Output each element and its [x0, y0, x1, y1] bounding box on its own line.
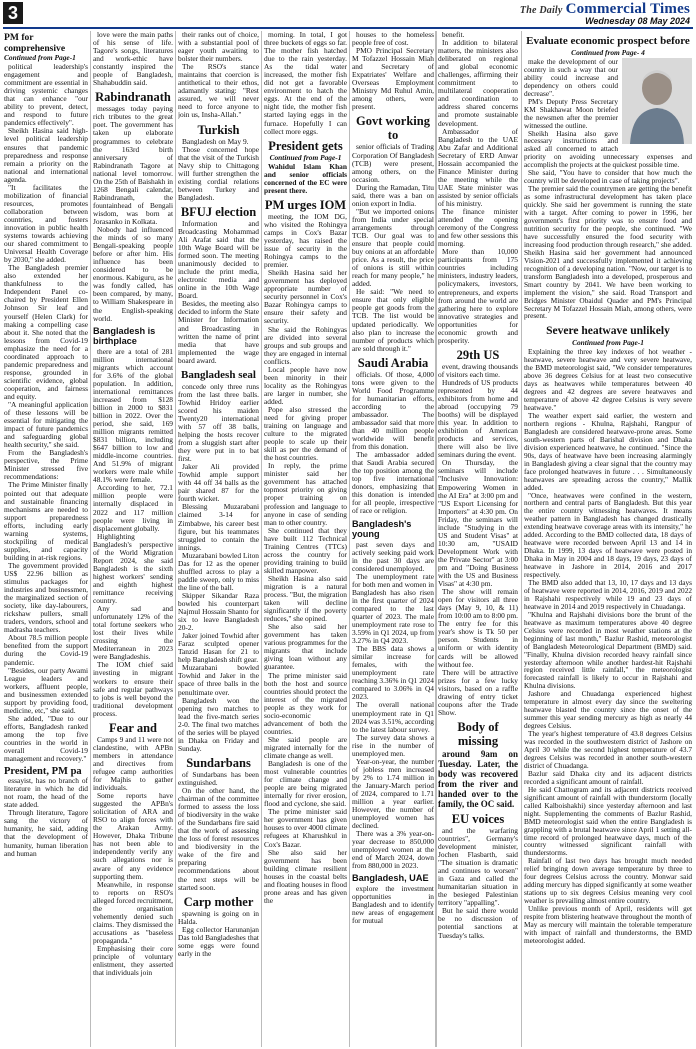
paragraph: Blessing Muzarabani claimed 3-14 for Zimbabwe, his career best figure, but his teammates struggled to contain the innings.	[178, 502, 259, 552]
paragraph: The government provided US$ 22.96 billion as stimulus packages for industries and businessmen, the marginalized section of society, like day-labourers, rickshaw pullers, small traders, vendors, school and madrasha teachers.	[4, 560, 88, 635]
article-body	[352, 143, 434, 352]
paragraph: officials. Of those, 4,000 tons were given to the World Food Programme for humanitarian efforts, according to the ambassador. The ambassador said that more than 40 million people worldwide will benefit from this donation.	[352, 369, 434, 452]
article-body	[352, 371, 434, 516]
paragraph: During the Ramadan, Titu said, there was a ban on onion export in India.	[352, 182, 434, 208]
paragraph: The prime minister said both the host and source countries should protect the interest of the migrated people as they work for socio-economic advancement of both the countries.	[264, 670, 347, 736]
paragraph: The Bangladesh premier also extended her thankfulness to the Independent Panel co-chaired by President Ellen Johnson Sir leaf and yourself (Helen Clark) for making a compelling case about it. She noted that the lessons from Covid-19 emphasize the need for a coordinated approach to pandemic preparedness and response, grounded in scientific evidence, global cooperation, and fairness and equity.	[4, 263, 88, 401]
column-4	[264, 31, 347, 1047]
paragraph: Meanwhile, in response to reports on RSO's alleged forced recruitment, the organisation vehemently denied such claims. They dismissed the accusations as "baseless propaganda."	[93, 879, 173, 945]
paragraph: Sheikh Hasina also gave necessary instructions and asked all concerned to attach priority on avoiding unnecessary expenses and accomplish the projects at the quickest possible time.	[524, 128, 692, 170]
paragraph: Bazlur said Dhaka city and its adjacent districts recorded a significant amount of rainfall.	[524, 768, 692, 786]
paragraph: "Besides, our party Awami League leaders and workers, affluent people, and businessmen extended support by providing food, medicine, etc," she said.	[4, 665, 88, 715]
paragraph: morning. In total, I got three buckets of eggs so far. The mother fish hatched due to the rain yesterday. As the tidal water increased, the mother fish did not get a favorable environment to hatch the eggs. At the end of the night tide, the mother fish started laying eggs in the furnace. Hopefully I can collect more eggs.	[264, 31, 347, 136]
article-body	[178, 383, 259, 753]
article-body	[93, 105, 173, 322]
paragraph: Sheikh Hasina said high-level political leadership ensures that pandemic preparedness and response remain a priority on the national and international agenda.	[4, 126, 88, 184]
masthead	[0, 0, 696, 26]
paragraph: According to her, 72.1 million people were internally displaced in 2022 and 117 million people were living in displacement globally.	[93, 483, 173, 533]
column-3	[178, 31, 259, 1047]
headline-fear-and: Fear and	[108, 720, 158, 735]
paragraph: "A meaningful application of these lessons will be essential for mitigating the impact of future pandemics and safeguarding global health security," she said.	[4, 400, 88, 450]
paragraph: But he said there would be no discussion of potential sanctions at Tuesday's talks.	[438, 906, 518, 940]
article-body	[524, 348, 692, 944]
paragraph: PMO Principal Secretary M Tofazzel Hossain Miah and Secretary of Expatriates' Welfare and Overseas Employment Ministry Md Ruhul Amin, among others, were present.	[352, 46, 434, 112]
paragraph: He said Chattogram and its adjacent districts received significant amount of rainfall with thunderstorm (locally called Kalboishakhi) since yesterday afternoon and last night. Supplementing the comments of Bazlur Rashid, BMD meteorologist said when the entire Bangladesh is grappling with a brutal heatwave since April 1 setting all-time record of prolonged heatwave days, much of the country witnessed significant rainfall with thunderstorms.	[524, 784, 692, 858]
paragraph: Those concerned hope that the visit of the Turkish Navy ship to Chittagong will further strengthen the existing cordial relations between Turkey and Bangladesh.	[178, 144, 259, 202]
article-body	[178, 31, 259, 120]
paragraph: She said, "You have to consider that how much the country will be developed in case of taking projects".	[524, 168, 692, 186]
paragraph: Ambassador of Bangladesh to the UAE Abu Zafar and Additional Secretary of ERD Anwar Hossain accompanied the Finance Minister during the meeting while the UAE State minister was assisted by senior officials of his ministry.	[438, 126, 518, 208]
paragraph: "Khulna and Rajshahi divisions bore the brunt of the heatwave as maximum temperatures above 40 degree Celsius were recorded in most weather stations at the beginning of last month," Bazlur Rashid, meteorologist of Bangladesh Meteorological Department (BMD) said. "Finally, Khulna division recorded heavy rainfall since yesterday afternoon while another hardest-hit Rajshahi region received little rainfall," the meteorologist forecasted rainfall is likely to occur in Rajshahi and Khulna divisions.	[524, 609, 692, 691]
paragraph: Rainfall of last two days has brought much needed relief bringing down average temperature by three to four degrees Celsius across the country. Monwar said adding mercury has dipped significantly at some weather stations up to six degrees Celsius meaning very cool weather is prevailing almost entire country.	[524, 856, 692, 906]
headline-president-pm: President, PM pa	[4, 766, 82, 778]
article-body	[264, 213, 347, 905]
paragraph: benefit.	[442, 31, 465, 39]
continued-label: Continued from Page-1	[572, 338, 644, 348]
headline-president-gets: President gets	[268, 138, 343, 153]
column-divider	[521, 31, 522, 1047]
paragraph: Unlike previous month of April, residents will get respite from blistering heatwave throughout the month of May as mercury will maintain the tolerable temperature with impact of rainfall and thunderstorms, the BMD meteorologist added.	[524, 904, 692, 945]
paragraph: From the Bangladesh's perspective, the Prime Minister stressed five recommendations:	[4, 448, 88, 482]
paragraph: She continued that they have built 112 Technical Training Centres (TTCs) across the country for providing training to build skilled manpower.	[264, 525, 347, 575]
article-body	[93, 736, 173, 977]
article-body	[264, 31, 347, 136]
paragraph: Any sad and unfortunately 12% of the total fortune seekers who lost their lives while crossing the Mediterranean in 2023 were Bangladeshis.	[93, 604, 173, 662]
paragraph: Egg collector Harunanjan Das told Bangladeshes that some eggs were found early in the	[178, 924, 259, 958]
headline-eu-voices: EU voices	[451, 811, 505, 826]
paragraph: Jaker Ali provided Towhid ample support with 44 off 34 balls as the pair shared 87 for the fourth wicket.	[178, 462, 259, 504]
paragraph: The overall national unemployment rate in Q1 2024 was 3.51%, according to the latest labour survey.	[352, 700, 434, 734]
article-body	[352, 541, 434, 871]
paragraph: Information and Broadcasting Mohammad Ali Arafat said that the 10th Wage Board will be formed soon. The meeting unanimously decided to include the print media, electronic media and online in the 10th Wage Board.	[178, 218, 259, 301]
headline-carp-mother: Carp mother	[183, 894, 254, 909]
paragraph: Emphasising their core principle of voluntary enlistment, they asserted that individuals join	[93, 943, 173, 978]
column-divider	[349, 31, 350, 1047]
paragraph: senior officials of Trading Corporation Of Bangladesh (TCB) were present, among others, on the occasion.	[352, 142, 434, 184]
column-1	[4, 31, 88, 1047]
paragraph: "It facilitates the mobilization of financial resources, promotes collaboration between countries, and fosters innovation in public health systems towards achieving our shared commitment to Universal Health Coverage by 2030," she added.	[4, 182, 88, 265]
column-6	[524, 31, 692, 945]
paragraph: there are a total of 281 million international migrants which account for 3.6% of the global population. In addition, international remittances increased from $128 billion in 2000 to $831 billion in 2022. Over the period, she said, 169 million migrants remitted $831 billion, including $647 billion to low and middle-income countries. And 51.9% of migrant workers were male while 48.1% were female.	[93, 346, 173, 485]
paragraph: Bangladesh is one of the most vulnerable countries for climate change and people are being migrated internally for river erosion, flood and cyclone, she said.	[264, 759, 347, 809]
paragraph: Sheikh Hasina also said migration is a natural process. "But, the migration taken will decline significantly if the poverty reduces," she opined.	[264, 573, 347, 624]
headline-bfuj-election: BFUJ election	[180, 204, 257, 219]
paragraph: The weather expert said earlier, the western and northern regions - Khulna, Rajshahi, Rangpur of Bangladesh are considered heatwave-prone areas. Some south-western parts of Barishal division and Dhaka division experienced heatwave, he continued. "Since the 90s, days of heatwave have been increasing alarmingly in Bangladesh giving a clear signal that the country may face prolonged heatwaves in future . . . Simultaneously heatwaves are spreading across the country," Mallik added.	[524, 410, 692, 492]
column-divider	[436, 31, 437, 1047]
page-number: 3	[3, 2, 23, 24]
paragraph: Local people have now been minority in their locality as the Rohingyas are larger in number, she added.	[264, 364, 347, 406]
article-body	[178, 138, 259, 202]
headline-rabindranath: Rabindranath	[95, 90, 171, 105]
paragraph: messages today paying rich tributes to the great poet. The government has taken up elaborate programmes to celebrate the 163rd birth anniversary of Rabindranath Tagore at national level tomorrow. On the 25th of Baishakh in 1268 Bengali calendar, Rabindranath, the fountainhead of Bengali wisdom, was born at Jorasanko in Kolkata.	[93, 104, 173, 226]
paragraph: The IOM chief said investing in migrant workers to ensure their safe and regular pathways to jobs is well beyond the traditional development process.	[93, 660, 173, 718]
article-body	[352, 885, 434, 925]
paragraph: On the other hand, the chairman of the committee formed to assess the loss of biodiversity in the wake of the Sundarbans fire said that the work of assessing the loss of forest resources and biodiversity in the wake of the fire and preparing recommendations about the next steps will be started soon.	[178, 785, 259, 892]
paragraph: Bangladesh on May 9.	[182, 136, 249, 146]
paragraph: Jaker joined Towhid after Faraz sculpted opener Tanzid Hasan for 21 to help Bangladesh shift gear.	[178, 631, 259, 665]
paragraph: Bangladesh won the opening two matches to lead the five-match series 2-0. The final two matches of the series will be played in Dhaka on Friday and Sunday.	[178, 695, 259, 753]
continued-label: Continued from Page-1	[269, 152, 342, 162]
paragraph: He said: "We need to ensure that only eligible people get goods from the TCB. The list would be updated periodically. We also plan to increase the number of products which are sold through it."	[352, 287, 434, 353]
paragraph: There was a 3% year-on-year decrease to 850,000 unemployed women at the end of March 2024, down from 880,000 in 2023.	[352, 829, 434, 871]
paragraph: "Once, heatwaves were confined in the western, northern and central parts of Bangladesh. But this year the entire country witnessing heatwaves. It means weather pattern in Bangladesh has changed drastically extending heatwave coverage areas with its intensity," he added. According to the BMD collected data, 18 days of heatwave were recorded between April 13 and 14 in Dhaka. In 1999, 13 days of heatwave were posted in Dhaka in May in 2004 and 18 days, 19 days, 23 days of heatwave in Jashore in 2014, 2016 and 2017 respectively.	[524, 490, 692, 580]
paragraph: The Prime Minister finally pointed out that adequate and sustainable financing mechanisms are needed to support preparedness efforts, including early warning systems, stockpiling of medical supplies, and capacity building in at-risk regions.	[4, 480, 88, 562]
brand-prefix: The Daily	[519, 5, 563, 16]
paragraph: There will be attractive prizes for a few lucky visitors, based on a raffle drawing of entry ticket coupons after the Trade Show.	[438, 667, 518, 717]
headline-bangladesh-young: Bangladesh's young	[352, 518, 412, 540]
paragraph: "But we imported onions from India under special arrangements through TCB. Our goal was to ensure that people could buy onions at an affordable price. As a result, the price of onions is still within reach for many people," he added.	[352, 206, 434, 289]
headline-pm-urges-iom: PM urges IOM	[264, 197, 347, 212]
paragraph: Some reports have suggested the APBn's solicitation of ARA and RSO to align forces with the Arakan Army. However, Dhaka Tribune has not been able to independently verify any such allegations nor is aware of any evidence supporting them.	[93, 791, 173, 881]
article-body	[438, 827, 518, 940]
headline-29th-us: 29th US	[456, 347, 500, 362]
paragraph: make the development of our country in such a way that our ability could increase and dependency on others could decrease".	[524, 56, 618, 98]
paragraph: She added, "Due to our efforts, Bangladesh ranked among the top five countries in the world in overall Covid-19 management and recovery."	[4, 713, 88, 764]
paragraph: Highlighting Bangladesh's perspective of the World Migration Report 2024, she said Bangladesh is the sixth highest workers' sending and eighth highest remittance receiving country.	[93, 531, 173, 606]
paragraph: She also said her government has taken various programmes for the migrants that include giving loan without any guarantee.	[264, 622, 347, 672]
paragraph: Skipper Sikandar Raza bowled his counterpart Najmul Hossain Shanto for six to leave Bangladesh 20-2.	[178, 590, 259, 633]
paragraph: essayist, has no branch of literature in which he did not roam, the head of the state added.	[4, 776, 88, 810]
issue-date: Wednesday 08 May 2024	[585, 16, 690, 26]
brand	[520, 1, 690, 26]
article-lead: Wahidul Islam Khan and senior officials concerned of the EC were present there.	[264, 161, 347, 195]
paragraph: love were the main paths of his sense of life. Tagore's songs, literatures and work-ethic have constantly inspired the people of Bangladesh, Shahabuddin said.	[93, 31, 173, 88]
continued-label: Continued from Page- 4	[571, 48, 645, 57]
paragraph: meeting, the IOM DG, who visited the Rohingya camps in Cox's Bazar yesterday, has raised the issue of security in the Rohingya camps to the premier.	[264, 211, 347, 270]
paragraph: She also said her government has been building climate resilient houses in the coastal belts and floating houses in flood prone areas and has given the	[264, 847, 347, 905]
paragraph: Hundreds of US products represented by 44 exhibitors from home and abroad (occupying 79 booths) will be displayed this year. In addition to exhibition of American products and services, there will also be live seminars during the event.	[438, 377, 518, 460]
article-body	[178, 910, 259, 958]
paragraph: and the warfaring countries", Germany's development minister, Jochen Flasbarth, said "The situation is dramatic and continues to worsen" in Gaza and called the humanitarian situation in the besieged Palestinian territory "appalling".	[438, 825, 518, 908]
article-body	[4, 63, 88, 763]
paragraph: Jashore and Chuadanga experienced highest temperature in almost every day since the sweltering heatwave blasted the country since the onset of the summer this year sending mercury as high as nearly 44 degrees Celsius.	[524, 689, 692, 731]
continued-label: Continued from Page-1	[4, 53, 76, 62]
headline-saudi-arabia: Saudi Arabia	[357, 355, 429, 370]
paragraph: Camps 9 and 11 were not clandestine, with APBn members in attendance and directives from refugee camp authorities for Majhis to gather individuals.	[93, 734, 173, 793]
headline-body-of-missing: Body of missing	[457, 719, 499, 748]
paragraph: In reply, the prime minister said her government has attached topmost priority on giving proper training on profession and language to anyone in case of sending man to other country.	[264, 461, 347, 527]
paragraph: The unemployment rate for both men and women in Bangladesh has also risen in the first quarter of 2024 compared to the last quarter of 2023. The male unemployment rate rose to 3.59% in Q1 2024, up from 3.27% in Q4 2023.	[352, 571, 434, 646]
paragraph: PM's Deputy Press Secretary KM Shakhawat Moon briefed the newsmen after the premier witnessed the outline.	[524, 96, 618, 130]
article-lead: around 9am on Tuesday. Later, the body was recovered from the river and handed over to the family, the OC said.	[438, 748, 518, 809]
paragraph: The BMD also added that 13, 10, 17 days and 13 days of heatwave were reported in 2014, 2016, 2019 and 2022 in Rajshahi respectively while 19 and 23 days of heatwave in 2014 and 2019 respectively in Chuadanga.	[524, 578, 692, 611]
article-body	[178, 771, 259, 892]
paragraph: The BBS data shows a similar increase for females, with the unemployment rate reaching 3.36% in Q1 2024 compared to 3.06% in Q4 2023.	[352, 644, 434, 702]
headline-govt-working: Govt working to	[356, 114, 430, 143]
article-body	[4, 777, 88, 857]
paragraph: Besides, the meeting also decided to inform the State Minister for Information and Broadcasting in written the name of print media that have implemented the wage board award.	[178, 299, 259, 365]
article-body	[93, 31, 173, 87]
paragraph: More than 10,000 participants from 175 countries including ministers, industry leaders, policymakers, investors, entrepreneurs, and experts from around the world are gathering here to explore innovative strategies and opportunities for economic growth and prosperity.	[438, 247, 518, 345]
paragraph: Muzarabani bowled Liton Das for 12 as the opener shuffled across to play a paddle sweep, only to miss the line of the ball.	[178, 550, 259, 592]
headline-bangladesh-birthplace: Bangladesh is birthplace	[93, 325, 156, 347]
article-body	[178, 220, 259, 365]
paragraph: About 78.5 million people benefited from the support during the Covid-19 pandemic.	[4, 633, 88, 667]
article-body	[93, 348, 173, 718]
paragraph: The finance minister attended the opening ceremony of the Congress and few other sessions this morning.	[438, 207, 518, 249]
paragraph: Explaining the three key indexes of hot weather - heatwave, severe heatwave and very severe heatwave, the BMD meteorologist said, "We consider temperatures above 36 degrees Celsius for at least two consecutive days as heatwaves while temperatures between 40 degrees and 42 degrees are severe heatwaves and temperature of above 42 degree Celsius is very severe heatwave."	[524, 347, 692, 413]
brand-name: Commercial Times	[565, 1, 690, 17]
paragraph: The show will remain open for visitors all three days (May 9, 10, & 11) from 10:00 am to 8:00 pm. The entry fee for this year's show is Tk 50 per person. Students in uniform or with identity cards will be allowed without fee.	[438, 587, 518, 669]
paragraph: The ambassador added that Saudi Arabia secured the top position among the top five international donors, emphasizing that this donation is intended for all people, irrespective of race or religion.	[352, 450, 434, 516]
paragraph: their ranks out of choice, with a substantial pool of eager youth awaiting to bolster their numbers.	[178, 31, 259, 64]
column-5a	[352, 31, 434, 925]
headline-sundarbans: Sundarbans	[186, 755, 251, 770]
paragraph: Pope also stressed the need for giving proper training on language and culture to the migrated people to scale up their skill as per the demand of the host countries.	[264, 404, 347, 463]
headline-pm-comprehensive: PM for comprehensive	[4, 32, 66, 54]
article-body	[438, 363, 518, 717]
paragraph: Nobody had influenced the minds of so many Bengali-speaking people before or after him. His influence has been considered to be enormous. Kabiguru, as he was fondly called, has been compared, by many, to William Shakespeare in the English-speaking world.	[93, 225, 173, 323]
paragraph: The prime minister said her government has given houses to over 4000 climate refugees at Kharushkul in Cox's Bazar.	[264, 807, 347, 849]
paragraph: She said the Rohingyas are divided into several groups and sub groups and they are engaged in internal conflicts.	[264, 324, 347, 366]
paragraph: The RSO's stance maintains that coercion is antithetical to their ethos, adamantly stating: "Rest assured, we will never need to force anyone to join us, Insha-Allah."	[178, 62, 259, 120]
paragraph: In addition to bilateral matters, the ministers also deliberated on regional and global economic challenges, affirming their commitment to multilateral cooperation and coordination to address shared concerns and promote sustainable development.	[438, 38, 518, 128]
article-body	[438, 31, 518, 345]
paragraph: On Thursday, the seminars will include "Inclusive Innovation: Empowering Women in the AI Era" at 3:00 pm and "US Export Licensing for Importers" at 4:30 pm. On Friday, the seminars will include "Studying in the US and Student Visas" at 10:30 am, "USAID Development Work with the Private Sector" at 3:00 pm and "Doing Business with the US and Business Visas" at 4:30 pm.	[438, 458, 518, 589]
paragraph: political leadership's engagement and commitment are essential in driving systemic changes that can enhance "our ability to prevent, detect, and respond to future pandemics effectively".	[4, 62, 88, 128]
paragraph: She said people are migrated internally for the climate change as well.	[264, 734, 347, 760]
article-body	[352, 31, 434, 111]
paragraph: houses to the homeless people free of cost.	[352, 31, 434, 48]
paragraph: Year-on-year, the number of jobless men increased by 2% to 1.74 million in the January-March period of 2024, compared to 1.71 million a year earlier. However, the number of unemployed women has declined.	[352, 756, 434, 831]
paragraph: of Sundarbans has been extinguished.	[178, 769, 259, 787]
paragraph: explore the investment opportunities in Bangladesh and to identify new areas of engagement for mutual	[352, 883, 434, 926]
paragraph: Through literature, Tagore sang the victory of humanity, he said, adding that the development of humanity, human liberation and human	[4, 808, 88, 858]
paragraph: The year's highest temperature of 43.8 degrees Celsius was recorded in the southwestern district of Jashore on April 30 while the second highest temperature of 43.7 degrees Celsius was recorded in another south-western district of Chuadanga.	[524, 729, 692, 770]
column-divider	[90, 31, 91, 1047]
column-5b	[438, 31, 518, 940]
column-2	[93, 31, 173, 1047]
headline-bangladesh-seal: Bangladesh seal	[181, 368, 256, 381]
paragraph: The survey data shows a rise in the number of unemployed men.	[352, 732, 434, 758]
headline-evaluate-economic: Evaluate economic prospect before	[526, 35, 690, 47]
paragraph: The premier said the countrymen are getting the benefit as some infrastructural development has taken place quickly. She said her government is running the state with a target. After coming to power in 1996, her government's first priority was to ensure food and nutrition security for the people, she continued. "We have successfully ensured the food security with increasing food production through research," she added. Sheikh Hasina said her government had announced Vision-2021 and successfully implemented it achieving recognition of a developing nation. "Now, our target is to transform Bangladesh into a developed, prosperous and Smart country by 2041. We have been working to implement the vision," she said. Road Transport and Bridges Minister Obaidul Quader and PM's Principal Secretary M Tofazzel Hossain Miah, among others, were present.	[524, 184, 692, 321]
column-divider	[261, 31, 262, 1047]
paragraph: past seven days and actively seeking paid work in the past 30 days are considered unemployed.	[352, 539, 434, 573]
paragraph: Muzarabani bowled Towhid and Jaker in the space of three balls in the penultimate over.	[178, 663, 259, 697]
photo-sheikh-hasina	[622, 58, 692, 144]
headline-severe-heatwave: Severe heatwave unlikely	[546, 325, 670, 338]
paragraph: spawning is going on in Halda.	[178, 908, 259, 926]
headline-bangladesh-uae: Bangladesh, UAE	[352, 873, 429, 884]
paragraph: concede only three runs from the last three balls. Towhid Hridoy earlier scored his maiden Twenty20 international with 57 off 38 balls, helping the hosts recover from a sluggish start after they were put in to bat first.	[178, 381, 259, 464]
paragraph: event, drawing thousands of visitors each time.	[438, 361, 518, 379]
column-divider	[175, 31, 176, 1047]
paragraph: Sheikh Hasina said her government has deployed appropriate number of security personnel in Cox's Bazar Rohingya camps to ensure their safety and security.	[264, 268, 347, 326]
masthead-rule	[3, 27, 693, 29]
headline-turkish: Turkish	[197, 122, 240, 137]
